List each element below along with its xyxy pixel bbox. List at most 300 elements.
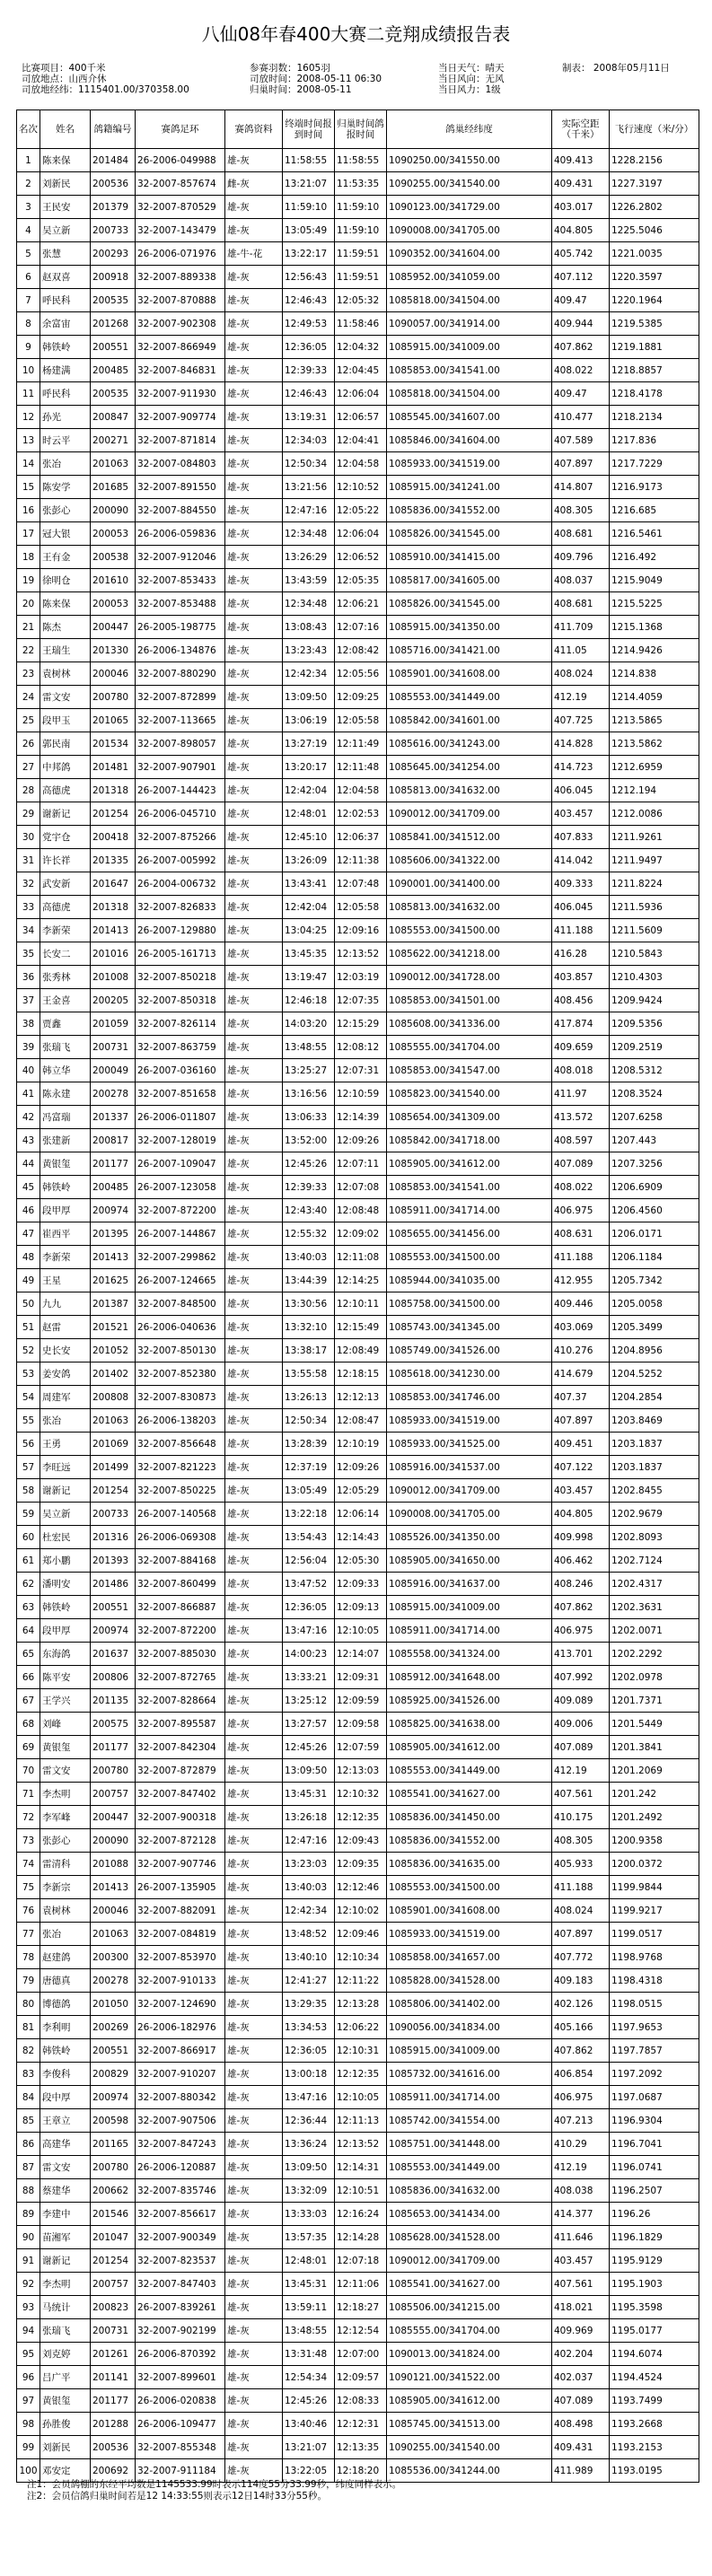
table-cell: 409.944 (552, 312, 610, 336)
table-cell: 201165 (91, 2133, 136, 2156)
table-cell: 雄-灰 (225, 1012, 283, 1036)
table-cell: 12:42:34 (283, 1899, 335, 1923)
table-cell: 1217.836 (610, 429, 699, 452)
table-cell: 200733 (91, 1503, 136, 1526)
table-row (17, 1199, 699, 1222)
table-cell: 15 (17, 476, 40, 499)
table-cell: 32-2007-907746 (136, 1853, 225, 1876)
table-cell: 13:48:55 (283, 2319, 335, 2343)
table-cell: 博德鸽 (40, 1993, 91, 2016)
table-cell: 1085901.00/341608.00 (387, 662, 552, 686)
table-cell: 雄-灰 (225, 2063, 283, 2086)
table-cell: 403.457 (552, 802, 610, 826)
table-cell: 1207.3256 (610, 1152, 699, 1176)
table-cell: 24 (17, 686, 40, 709)
table-cell: 44 (17, 1152, 40, 1176)
table-cell: 1196.0741 (610, 2156, 699, 2179)
table-cell: 王学兴 (40, 1689, 91, 1713)
table-cell: 吴立新 (40, 1503, 91, 1526)
table-cell: 26-2006-071976 (136, 242, 225, 266)
table-cell: 雄-灰 (225, 2249, 283, 2273)
table-cell: 69 (17, 1736, 40, 1759)
table-cell: 13:44:39 (283, 1269, 335, 1292)
table-cell: 雄-灰 (225, 1152, 283, 1176)
table-header (17, 110, 699, 149)
table-cell: 1085813.00/341632.00 (387, 896, 552, 919)
table-cell: 12:12:54 (335, 2319, 387, 2343)
table-cell: 410.175 (552, 1806, 610, 1829)
table-cell: 12:04:58 (335, 452, 387, 476)
table-cell: 201335 (91, 849, 136, 872)
table-cell: 1 (17, 149, 40, 172)
table-cell: 72 (17, 1806, 40, 1829)
table-cell: 26-2006-049988 (136, 149, 225, 172)
table-cell: 200485 (91, 1176, 136, 1199)
table-cell: 雄-灰 (225, 802, 283, 826)
table-cell: 32-2007-889338 (136, 266, 225, 289)
table-cell: 1085933.00/341519.00 (387, 452, 552, 476)
table-cell: 1200.9358 (610, 1829, 699, 1853)
table-cell: 200551 (91, 1596, 136, 1619)
table-cell: 32-2007-828664 (136, 1689, 225, 1713)
table-cell: 32-2007-853433 (136, 569, 225, 592)
table-cell: 雄-灰 (225, 1199, 283, 1222)
table-cell: 王章立 (40, 2109, 91, 2133)
table-cell: 407.862 (552, 2039, 610, 2063)
table-cell: 14:03:20 (283, 1012, 335, 1036)
made-date: 制表： 2008年05月11日 (562, 63, 670, 74)
table-cell: 雄-灰 (225, 942, 283, 966)
table-cell: 405.742 (552, 242, 610, 266)
table-cell: 11:58:46 (335, 312, 387, 336)
table-cell: 12:11:49 (335, 732, 387, 756)
table-cell: 12:07:59 (335, 1736, 387, 1759)
table-cell: 55 (17, 1409, 40, 1433)
race-info (16, 63, 699, 106)
table-cell: 13:40:46 (283, 2413, 335, 2436)
table-cell: 孙胜俊 (40, 2413, 91, 2436)
table-cell: 26-2006-069308 (136, 1526, 225, 1549)
table-cell: 406.462 (552, 1549, 610, 1573)
table-cell: 13:26:29 (283, 546, 335, 569)
table-cell: 雄-灰 (225, 2133, 283, 2156)
table-cell: 1085916.00/341637.00 (387, 1573, 552, 1596)
table-cell: 1214.4059 (610, 686, 699, 709)
table-cell: 56 (17, 1433, 40, 1456)
table-cell: 26-2005-161713 (136, 942, 225, 966)
table-cell: 雄-灰 (225, 1619, 283, 1643)
table-cell: 1202.0071 (610, 1619, 699, 1643)
table-cell: 409.47 (552, 382, 610, 406)
table-cell: 12:48:01 (283, 802, 335, 826)
table-cell: 高德虎 (40, 779, 91, 802)
table-cell: 余富宙 (40, 312, 91, 336)
release-time: 司放时间：2008-05-11 06:30 (250, 74, 382, 84)
table-cell: 段甲厚 (40, 1619, 91, 1643)
table-cell: 1196.26 (610, 2203, 699, 2226)
table-cell: 408.024 (552, 1899, 610, 1923)
table-row (17, 1526, 699, 1549)
table-cell: 58 (17, 1479, 40, 1503)
table-cell: 12:04:41 (335, 429, 387, 452)
table-cell: 1205.3499 (610, 1316, 699, 1339)
table-cell: 26-2006-011807 (136, 1106, 225, 1129)
table-cell: 26-2004-006732 (136, 872, 225, 896)
table-cell: 48 (17, 1246, 40, 1269)
table-cell: 200053 (91, 592, 136, 616)
table-cell: 32-2007-900318 (136, 1806, 225, 1829)
table-cell: 201379 (91, 196, 136, 219)
table-cell: 32-2007-850130 (136, 1339, 225, 1362)
table-cell: 403.017 (552, 196, 610, 219)
table-cell: 1085910.00/341415.00 (387, 546, 552, 569)
table-cell: 13:09:50 (283, 686, 335, 709)
table-cell: 407.992 (552, 1666, 610, 1689)
table-cell: 71 (17, 1783, 40, 1806)
table-cell: 13:20:17 (283, 756, 335, 779)
table-row (17, 1479, 699, 1503)
table-cell: 雄-灰 (225, 1339, 283, 1362)
table-cell: 201261 (91, 2343, 136, 2366)
table-cell: 411.188 (552, 919, 610, 942)
table-row (17, 266, 699, 289)
table-cell: 1198.4318 (610, 1969, 699, 1993)
table-cell: 11:59:10 (335, 219, 387, 242)
table-cell: 32-2007-853970 (136, 1946, 225, 1969)
table-cell: 雄-灰 (225, 219, 283, 242)
table-cell: 92 (17, 2273, 40, 2296)
table-cell: 唐德真 (40, 1969, 91, 1993)
table-cell: 雄-灰 (225, 1106, 283, 1129)
table-cell: 13:57:35 (283, 2226, 335, 2249)
table-cell: 13:29:35 (283, 1993, 335, 2016)
table-cell: 200974 (91, 1619, 136, 1643)
table-cell: 12:10:32 (335, 1783, 387, 1806)
table-cell: 408.681 (552, 522, 610, 546)
table-cell: 1199.9844 (610, 1876, 699, 1899)
table-cell: 雄-灰 (225, 1082, 283, 1106)
table-cell: 1209.5356 (610, 1012, 699, 1036)
table-cell: 13:19:47 (283, 966, 335, 989)
table-cell: 雄-灰 (225, 1666, 283, 1689)
table-cell: 200780 (91, 1759, 136, 1783)
table-row (17, 802, 699, 826)
table-cell: 李军峰 (40, 1806, 91, 1829)
table-cell: 13:43:59 (283, 569, 335, 592)
table-cell: 13:45:31 (283, 2273, 335, 2296)
table-row (17, 1899, 699, 1923)
table-cell: 雄-灰 (225, 1829, 283, 1853)
table-cell: 12:11:13 (335, 2109, 387, 2133)
table-cell: 1085818.00/341504.00 (387, 289, 552, 312)
table-cell: 12:07:08 (335, 1176, 387, 1199)
table-cell: 1206.1184 (610, 1246, 699, 1269)
table-cell: 50 (17, 1292, 40, 1316)
column-header: 归巢时间鸽报时间 (335, 110, 387, 149)
table-cell: 雄-灰 (225, 896, 283, 919)
table-cell: 雄-灰 (225, 2273, 283, 2296)
table-cell: 雄-灰 (225, 359, 283, 382)
table-cell: 雄-灰 (225, 1689, 283, 1713)
table-cell: 12:10:19 (335, 1433, 387, 1456)
table-cell: 12:10:52 (335, 476, 387, 499)
table-cell: 1212.0086 (610, 802, 699, 826)
table-cell: 200053 (91, 522, 136, 546)
table-cell: 13:09:50 (283, 1759, 335, 1783)
table-cell: 411.05 (552, 639, 610, 662)
table-cell: 200090 (91, 1829, 136, 1853)
table-cell: 402.204 (552, 2343, 610, 2366)
table-cell: 32-2007-835746 (136, 2179, 225, 2203)
table-row (17, 779, 699, 802)
table-cell: 郑小鹏 (40, 1549, 91, 1573)
table-cell: 1085558.00/341324.00 (387, 1643, 552, 1666)
table-cell: 32-2007-880290 (136, 662, 225, 686)
table-cell: 13:26:18 (283, 1806, 335, 1829)
table-cell: 1085716.00/341421.00 (387, 639, 552, 662)
table-cell: 1205.0058 (610, 1292, 699, 1316)
table-cell: 1085925.00/341526.00 (387, 1689, 552, 1713)
table-cell: 416.28 (552, 942, 610, 966)
table-cell: 杨建满 (40, 359, 91, 382)
table-cell: 59 (17, 1503, 40, 1526)
table-cell: 张瑞飞 (40, 1036, 91, 1059)
table-cell: 32-2007-902199 (136, 2319, 225, 2343)
table-cell: 13:55:58 (283, 1362, 335, 1386)
table-row (17, 1969, 699, 1993)
table-cell: 郭民南 (40, 732, 91, 756)
table-row (17, 1409, 699, 1433)
table-cell: 30 (17, 826, 40, 849)
table-cell: 404.805 (552, 1503, 610, 1526)
table-cell: 12:09:59 (335, 1689, 387, 1713)
table-cell: 12:46:43 (283, 289, 335, 312)
table-cell: 200535 (91, 289, 136, 312)
table-cell: 1085905.00/341612.00 (387, 2389, 552, 2413)
table-cell: 12:12:13 (335, 1386, 387, 1409)
footnote: 注1：会员鸽棚的东经平均数是1145533.99时表示114度55分33.99秒，纬度同样表示。 (27, 2479, 402, 2490)
table-cell: 406.975 (552, 2086, 610, 2109)
table-cell: 47 (17, 1222, 40, 1246)
table-cell: 1085853.00/341501.00 (387, 989, 552, 1012)
table-cell: 12:41:27 (283, 1969, 335, 1993)
table-row (17, 1292, 699, 1316)
table-cell: 34 (17, 919, 40, 942)
table-cell: 89 (17, 2203, 40, 2226)
table-cell: 12:34:48 (283, 522, 335, 546)
table-cell: 26-2007-124665 (136, 1269, 225, 1292)
table-cell: 32-2007-871814 (136, 429, 225, 452)
table-row (17, 546, 699, 569)
table-cell: 13:54:43 (283, 1526, 335, 1549)
table-cell: 1085853.00/341746.00 (387, 1386, 552, 1409)
table-cell: 201065 (91, 709, 136, 732)
table-row (17, 1713, 699, 1736)
table-cell: 32-2007-128019 (136, 1129, 225, 1152)
table-cell: 408.037 (552, 569, 610, 592)
table-cell: 409.089 (552, 1689, 610, 1713)
table-cell: 25 (17, 709, 40, 732)
table-cell: 1090250.00/341550.00 (387, 149, 552, 172)
table-cell: 26-2006-040636 (136, 1316, 225, 1339)
table-cell: 1196.1829 (610, 2226, 699, 2249)
table-cell: 26-2007-036160 (136, 1059, 225, 1082)
table-cell: 12:50:34 (283, 452, 335, 476)
table-row (17, 1362, 699, 1386)
table-cell: 韩铁岭 (40, 1176, 91, 1199)
table-cell: 12:10:59 (335, 1082, 387, 1106)
table-row (17, 942, 699, 966)
table-cell: 1085553.00/341449.00 (387, 1759, 552, 1783)
table-cell: 李新宗 (40, 1876, 91, 1899)
table-cell: 12:08:12 (335, 1036, 387, 1059)
table-cell: 赵双喜 (40, 266, 91, 289)
table-cell: 冠大银 (40, 522, 91, 546)
table-row (17, 522, 699, 546)
table-cell: 雄-灰 (225, 1759, 283, 1783)
table-cell: 201177 (91, 1736, 136, 1759)
table-cell: 12:05:35 (335, 569, 387, 592)
table-cell: 200278 (91, 1969, 136, 1993)
table-row (17, 1993, 699, 2016)
table-cell: 32-2007-872200 (136, 1199, 225, 1222)
table-cell: 1085915.00/341241.00 (387, 476, 552, 499)
table-cell: 201059 (91, 1012, 136, 1036)
table-cell: 76 (17, 1899, 40, 1923)
table-cell: 12:39:33 (283, 359, 335, 382)
table-cell: 32-2007-866917 (136, 2039, 225, 2063)
table-cell: 1218.2134 (610, 406, 699, 429)
table-cell: 12:11:06 (335, 2273, 387, 2296)
table-cell: 99 (17, 2436, 40, 2459)
table-row (17, 196, 699, 219)
table-cell: 413.572 (552, 1106, 610, 1129)
table-cell: 雄-灰 (225, 196, 283, 219)
table-cell: 408.022 (552, 359, 610, 382)
table-cell: 12:47:16 (283, 499, 335, 522)
table-row (17, 662, 699, 686)
table-cell: 雷文安 (40, 2156, 91, 2179)
table-cell: 32-2007-872899 (136, 686, 225, 709)
table-cell: 1204.2854 (610, 1386, 699, 1409)
table-cell: 12:11:22 (335, 1969, 387, 1993)
table-cell: 1195.1903 (610, 2273, 699, 2296)
table-cell: 1085813.00/341632.00 (387, 779, 552, 802)
table-cell: 32 (17, 872, 40, 896)
table-cell: 雄-灰 (225, 429, 283, 452)
table-cell: 13:38:17 (283, 1339, 335, 1362)
table-cell: 12:13:28 (335, 1993, 387, 2016)
table-cell: 雄-灰 (225, 1526, 283, 1549)
table-cell: 13:06:19 (283, 709, 335, 732)
table-cell: 12:06:22 (335, 2016, 387, 2039)
table-cell: 张彭心 (40, 1829, 91, 1853)
table-cell: 九九 (40, 1292, 91, 1316)
table-cell: 200447 (91, 616, 136, 639)
table-cell: 13:26:13 (283, 1386, 335, 1409)
table-cell: 409.333 (552, 872, 610, 896)
table-cell: 1211.9261 (610, 826, 699, 849)
table-cell: 201063 (91, 1409, 136, 1433)
table-cell: 200278 (91, 1082, 136, 1106)
table-cell: 陈来保 (40, 149, 91, 172)
table-cell: 201288 (91, 2413, 136, 2436)
table-row (17, 966, 699, 989)
table-cell: 12:09:43 (335, 1829, 387, 1853)
table-cell: 408.456 (552, 989, 610, 1012)
table-cell: 200271 (91, 429, 136, 452)
table-cell: 黄银玺 (40, 2389, 91, 2413)
table-cell: 雄-灰 (225, 1853, 283, 1876)
table-cell: 12:13:52 (335, 942, 387, 966)
table-cell: 11:59:10 (283, 196, 335, 219)
table-cell: 26-2006-059836 (136, 522, 225, 546)
table-row (17, 1689, 699, 1713)
table-cell: 83 (17, 2063, 40, 2086)
table-cell: 200300 (91, 1946, 136, 1969)
table-cell: 26-2006-045710 (136, 802, 225, 826)
table-cell: 201413 (91, 1876, 136, 1899)
table-cell: 32-2007-850318 (136, 989, 225, 1012)
table-cell: 1211.5936 (610, 896, 699, 919)
table-cell: 41 (17, 1082, 40, 1106)
table-cell: 201016 (91, 942, 136, 966)
table-cell: 32-2007-895587 (136, 1713, 225, 1736)
table-cell: 陈来保 (40, 592, 91, 616)
table-cell: 12:46:43 (283, 382, 335, 406)
table-cell: 13:00:18 (283, 2063, 335, 2086)
table-cell: 73 (17, 1829, 40, 1853)
table-cell: 12:04:32 (335, 336, 387, 359)
table-cell: 12:10:05 (335, 2086, 387, 2109)
table-cell: 12:10:02 (335, 1899, 387, 1923)
table-cell: 13:22:05 (283, 2459, 335, 2483)
table-cell: 409.413 (552, 149, 610, 172)
table-cell: 1090012.00/341709.00 (387, 1479, 552, 1503)
table-cell: 12:39:33 (283, 1176, 335, 1199)
table-cell: 12:07:48 (335, 872, 387, 896)
table-cell: 袁树林 (40, 662, 91, 686)
table-cell: 201318 (91, 779, 136, 802)
table-cell: 32-2007-872200 (136, 1619, 225, 1643)
table-cell: 407.772 (552, 1946, 610, 1969)
table-cell: 35 (17, 942, 40, 966)
table-cell: 93 (17, 2296, 40, 2319)
table-cell: 45 (17, 1176, 40, 1199)
table-cell: 1085841.00/341512.00 (387, 826, 552, 849)
table-cell: 32-2007-857674 (136, 172, 225, 196)
table-cell: 1193.0195 (610, 2459, 699, 2483)
table-cell: 32-2007-084803 (136, 452, 225, 476)
table-cell: 韩铁岭 (40, 1596, 91, 1619)
table-cell: 1212.6959 (610, 756, 699, 779)
table-cell: 12:09:25 (335, 686, 387, 709)
table-cell: 张彭心 (40, 499, 91, 522)
table-cell: 32-2007-847243 (136, 2133, 225, 2156)
table-cell: 403.069 (552, 1316, 610, 1339)
table-cell: 410.276 (552, 1339, 610, 1362)
table-cell: 411.709 (552, 616, 610, 639)
table-cell: 13:22:18 (283, 1503, 335, 1526)
table-cell: 1085915.00/341009.00 (387, 1596, 552, 1619)
table-cell: 雌-灰 (225, 172, 283, 196)
table-cell: 32-2007-900349 (136, 2226, 225, 2249)
table-cell: 1090008.00/341705.00 (387, 1503, 552, 1526)
table-cell: 12:06:52 (335, 546, 387, 569)
table-cell: 雄-灰 (225, 1362, 283, 1386)
table-cell: 403.457 (552, 1479, 610, 1503)
table-cell: 26-2006-020838 (136, 2389, 225, 2413)
